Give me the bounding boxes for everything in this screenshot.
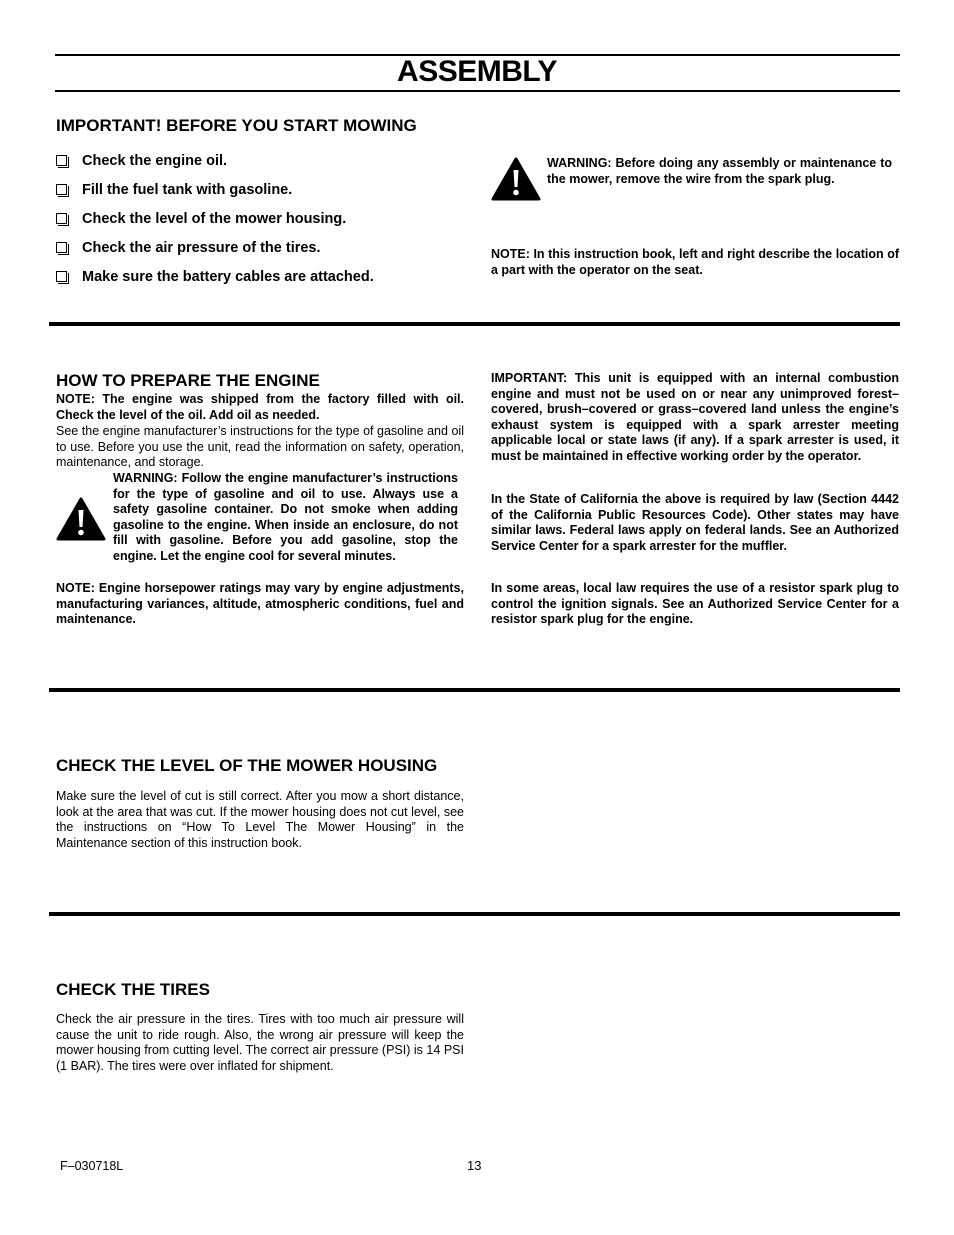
checklist-item: Check the engine oil. <box>56 146 476 175</box>
tires-heading: CHECK THE TIRES <box>56 980 210 999</box>
mower-housing-text: Make sure the level of cut is still correct. After you mow a short distance, look at the area that was cut. If the mower housing does not cut level, see the instructions on “How To Level The Mower Housing” in the Maintenance section of this instruction book. <box>56 789 464 850</box>
checklist-item: Check the air pressure of the tires. <box>56 233 476 262</box>
page-number: 13 <box>467 1158 482 1173</box>
before-mowing-heading: IMPORTANT! BEFORE YOU START MOWING <box>56 116 417 135</box>
california-law-text: In the State of California the above is required by law (Section 4442 of the California Public Resources Code). Other states may have similar laws. Federal laws apply on federal lands. See an Authorized Service Center for a spark arrester for the muffler. <box>491 492 899 553</box>
gasoline-warning-text: WARNING: Follow the engine manufacturer’s instructions for the type of gasoline and oil to use. Always use a safety gasoline container. Do not smoke when adding gasoline to the engine. When inside an enclosure, do not fill with gasoline. Before you add gasoline, stop the engine. Let the engine cool for several minutes. <box>113 471 458 563</box>
warning-triangle-icon <box>491 157 541 201</box>
title-rule-bottom <box>55 90 900 92</box>
checkbox-icon <box>56 271 67 282</box>
oil-note: NOTE: The engine was shipped from the factory filled with oil. Check the level of the oil. Add oil as needed. <box>56 392 464 422</box>
horsepower-note: NOTE: Engine horsepower ratings may vary by engine adjustments, manufacturing variances, altitude, atmospheric conditions, fuel and maintenance. <box>56 581 464 627</box>
checkbox-icon <box>56 213 67 224</box>
spark-arrester-important: IMPORTANT: This unit is equipped with an internal combustion engine and must not be used on or near any unimproved forest–covered, brush–covered or grass–covered land unless the engine’s exhaust system is equipped with a spark arrester meeting applicable local or state laws (if any). If a spark arrester is used, it must be maintained in effective working order by the operator. <box>491 371 899 463</box>
section-divider <box>49 322 900 326</box>
engine-instructions-text: See the engine manufacturer’s instructions for the type of gasoline and oil to use. Before you use the unit, read the information on safety, operation, maintenance, and storage. <box>56 424 464 470</box>
left-right-note: NOTE: In this instruction book, left and right describe the location of a part with the operator on the seat. <box>491 247 899 277</box>
section-divider <box>49 688 900 692</box>
assembly-warning-text: WARNING: Before doing any assembly or maintenance to the mower, remove the wire from the spark plug. <box>547 156 892 186</box>
warning-triangle-icon <box>56 497 106 541</box>
prepare-engine-heading: HOW TO PREPARE THE ENGINE <box>56 371 320 390</box>
checkbox-icon <box>56 242 67 253</box>
page-title: ASSEMBLY <box>397 55 557 88</box>
tires-text: Check the air pressure in the tires. Tires with too much air pressure will cause the unit to ride rough. Also, the wrong air pressure will keep the mower housing from cutting level. The correct air pressure (PSI) is 14 PSI (1 BAR). The tires were over inflated for shipment. <box>56 1012 464 1073</box>
checkbox-icon <box>56 184 67 195</box>
footer-code: F–030718L <box>60 1159 124 1173</box>
checkbox-icon <box>56 155 67 166</box>
checklist-item: Fill the fuel tank with gasoline. <box>56 175 476 204</box>
section-divider <box>49 912 900 916</box>
mower-housing-heading: CHECK THE LEVEL OF THE MOWER HOUSING <box>56 756 438 775</box>
checklist-item: Check the level of the mower housing. <box>56 204 476 233</box>
before-mowing-checklist <box>56 146 476 291</box>
resistor-plug-text: In some areas, local law requires the use of a resistor spark plug to control the ignition signals. See an Authorized Service Center for a resistor spark plug for the engine. <box>491 581 899 627</box>
checklist-item: Make sure the battery cables are attached. <box>56 262 476 291</box>
